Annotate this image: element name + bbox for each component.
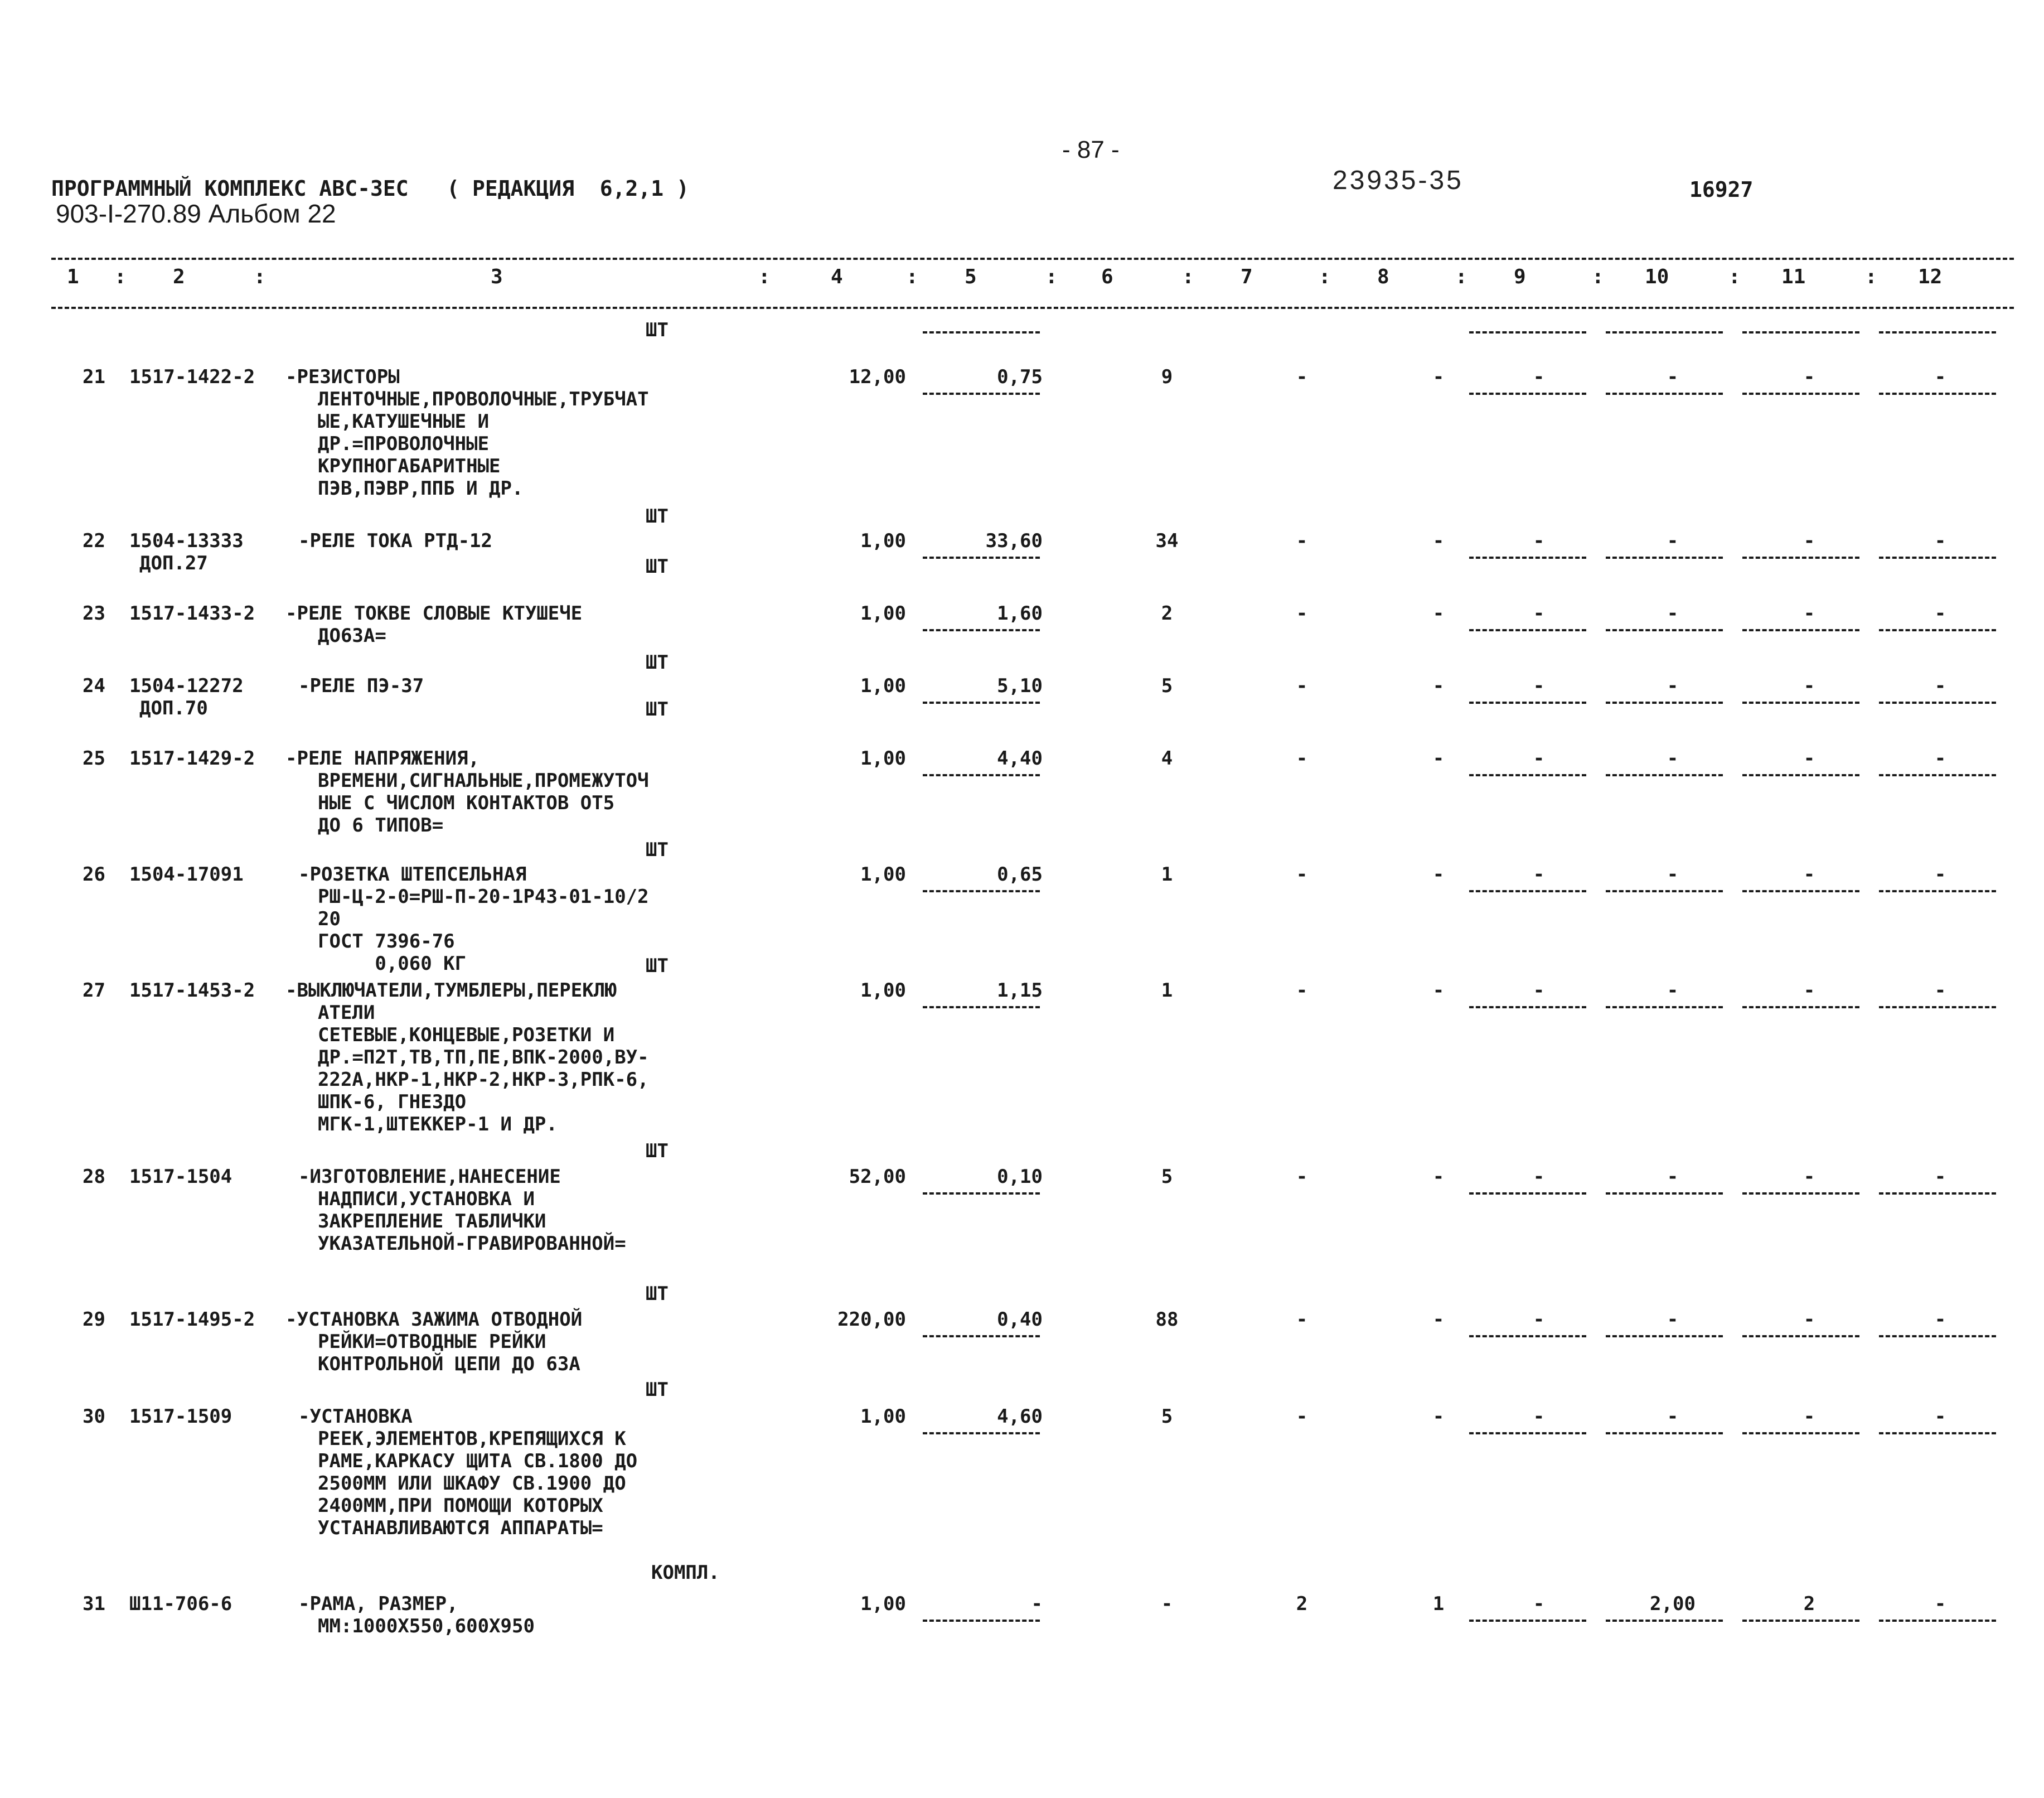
underline [923, 890, 1040, 892]
row-code: 1517-1453-2 [129, 979, 255, 1002]
handwritten-code: 23935-35 [1333, 166, 1464, 195]
col-header-5: 5 [965, 265, 977, 288]
value-c7: - [1296, 1308, 1308, 1331]
row-description [298, 1405, 637, 1539]
underline [1879, 1432, 1996, 1434]
row-code: 1517-1433-2 [129, 602, 255, 625]
underline [1879, 557, 1996, 559]
value-c6: 5 [1161, 1166, 1173, 1188]
norm-value: 1,60 [997, 602, 1043, 625]
value-c6: 9 [1161, 366, 1173, 388]
underline [1606, 890, 1723, 892]
value-c9: - [1533, 602, 1545, 625]
underline [1879, 774, 1996, 776]
description-line: 2500ММ ИЛИ ШКАФУ СВ.1900 ДО [318, 1472, 626, 1495]
underline [1606, 1006, 1723, 1008]
row-code: 1504-12272 [129, 675, 244, 697]
value-c8: - [1432, 747, 1445, 770]
row-unit: ШТ [646, 651, 669, 674]
description-line: РЕЕК,ЭЛЕМЕНТОВ,КРЕПЯЩИХСЯ К [318, 1428, 626, 1450]
value-c10: - [1667, 747, 1679, 770]
description-line: -ВЫКЛЮЧАТЕЛИ,ТУМБЛЕРЫ,ПЕРЕКЛЮ [285, 979, 617, 1002]
value-c7: - [1296, 1405, 1308, 1428]
underline [1742, 557, 1859, 559]
norm-value: 0,10 [997, 1166, 1043, 1188]
col-header-9: 9 [1514, 265, 1526, 288]
value-c10: - [1667, 1308, 1679, 1331]
page-number: - 87 - [1062, 136, 1120, 163]
header-bottom-rule [51, 307, 2014, 309]
description-line: 0,060 КГ [318, 953, 467, 975]
value-c10: - [1667, 530, 1679, 552]
row-number: 27 [83, 979, 105, 1002]
underline [923, 331, 1040, 334]
norm-value: 0,65 [997, 863, 1043, 886]
underline [1606, 1432, 1723, 1434]
value-c7: - [1296, 747, 1308, 770]
description-line: -РОЗЕТКА ШТЕПСЕЛЬНАЯ [298, 863, 527, 886]
qty-value: 12,00 [849, 366, 906, 388]
row-unit: ШТ [646, 555, 669, 578]
value-c6: 88 [1155, 1308, 1179, 1331]
value-c8: - [1432, 1405, 1445, 1428]
col-separator: : [758, 265, 771, 288]
row-number: 29 [83, 1308, 105, 1331]
value-c7: - [1296, 366, 1308, 388]
col-separator: : [1319, 265, 1331, 288]
value-c8: - [1432, 530, 1445, 552]
description-line: -УСТАНОВКА ЗАЖИМА ОТВОДНОЙ [285, 1308, 583, 1331]
qty-value: 1,00 [860, 979, 906, 1002]
norm-value: 4,40 [997, 747, 1043, 770]
description-line: -РЕЛЕ НАПРЯЖЕНИЯ, [285, 747, 479, 770]
description-line: -УСТАНОВКА [298, 1405, 413, 1428]
value-c10: - [1667, 366, 1679, 388]
value-c10: - [1667, 979, 1679, 1002]
value-c9: - [1533, 1166, 1545, 1188]
description-line: ЛЕНТОЧНЫЕ,ПРОВОЛОЧНЫЕ,ТРУБЧАТ [318, 388, 649, 410]
description-line: РШ-Ц-2-0=РШ-П-20-1Р43-01-10/2 [318, 886, 649, 908]
value-c12: - [1934, 863, 1946, 886]
row-unit: КОМПЛ. [651, 1562, 720, 1584]
col-separator: : [1455, 265, 1467, 288]
description-line: РАМЕ,КАРКАСУ ЩИТА СВ.1800 ДО [318, 1450, 638, 1472]
underline [923, 1620, 1040, 1622]
col-header-3: 3 [491, 265, 503, 288]
value-c11: - [1803, 602, 1815, 625]
row-number: 30 [83, 1405, 105, 1428]
row-code: 1517-1429-2 [129, 747, 255, 770]
col-header-8: 8 [1377, 265, 1389, 288]
underline [1469, 629, 1586, 631]
underline [1879, 1620, 1996, 1622]
row-number: 28 [83, 1166, 105, 1188]
col-header-10: 10 [1645, 265, 1669, 288]
doc-number: 16927 [1689, 177, 1754, 202]
description-line: УКАЗАТЕЛЬНОЙ-ГРАВИРОВАННОЙ= [318, 1232, 626, 1255]
description-line: СЕТЕВЫЕ,КОНЦЕВЫЕ,РОЗЕТКИ И [318, 1024, 615, 1046]
underline [1469, 702, 1586, 704]
value-c9: - [1533, 1593, 1545, 1615]
underline [923, 1432, 1040, 1434]
value-c8: - [1432, 863, 1445, 886]
col-separator: : [1045, 265, 1058, 288]
row-code: 1517-1422-2 [129, 366, 255, 388]
value-c10: - [1667, 1405, 1679, 1428]
value-c12: - [1934, 530, 1946, 552]
header-top-rule [51, 258, 2014, 260]
underline [1606, 1192, 1723, 1195]
row-number: 23 [83, 602, 105, 625]
description-line: РЕЙКИ=ОТВОДНЫЕ РЕЙКИ [318, 1331, 546, 1353]
value-c11: - [1803, 530, 1815, 552]
underline [1606, 774, 1723, 776]
qty-value: 1,00 [860, 863, 906, 886]
value-c9: - [1533, 747, 1545, 770]
col-header-6: 6 [1101, 265, 1113, 288]
value-c10: - [1667, 1166, 1679, 1188]
description-line: ММ:1000Х550,600Х950 [318, 1615, 535, 1637]
row-code: 1504-17091 [129, 863, 244, 886]
description-line: ШПК-6, ГНЕЗДО [318, 1091, 467, 1113]
underline [1606, 331, 1723, 334]
value-c11: - [1803, 1405, 1815, 1428]
value-c12: - [1934, 602, 1946, 625]
underline [1879, 629, 1996, 631]
program-line: ПРОГРАММНЫЙ КОМПЛЕКС АВС-3ЕС ( РЕДАКЦИЯ 6,2,1 ) [51, 176, 689, 201]
value-c10: - [1667, 602, 1679, 625]
underline [923, 702, 1040, 704]
value-c12: - [1934, 1166, 1946, 1188]
underline [1606, 1335, 1723, 1337]
col-separator: : [906, 265, 918, 288]
description-line: ЗАКРЕПЛЕНИЕ ТАБЛИЧКИ [318, 1210, 546, 1232]
value-c11: - [1803, 1166, 1815, 1188]
value-c9: - [1533, 530, 1545, 552]
value-c7: 2 [1296, 1593, 1308, 1615]
description-line: 222А,НКР-1,НКР-2,НКР-3,РПК-6, [318, 1069, 649, 1091]
row-number: 26 [83, 863, 105, 886]
norm-value: 0,40 [997, 1308, 1043, 1331]
underline [923, 393, 1040, 395]
underline [1469, 774, 1586, 776]
value-c10: - [1667, 863, 1679, 886]
norm-value: 0,75 [997, 366, 1043, 388]
row-number: 24 [83, 675, 105, 697]
value-c8: - [1432, 1308, 1445, 1331]
underline [1742, 890, 1859, 892]
description-line: НАДПИСИ,УСТАНОВКА И [318, 1188, 535, 1210]
value-c8: - [1432, 979, 1445, 1002]
value-c7: - [1296, 1166, 1308, 1188]
col-separator: : [1592, 265, 1604, 288]
underline [1606, 393, 1723, 395]
row-description [285, 747, 649, 837]
underline [1742, 1432, 1859, 1434]
row-description [298, 530, 492, 552]
underline [1469, 890, 1586, 892]
row-unit: ШТ [646, 1379, 669, 1401]
value-c11: - [1803, 366, 1815, 388]
value-c8: - [1432, 602, 1445, 625]
qty-value: 1,00 [860, 747, 906, 770]
underline [1469, 1620, 1586, 1622]
col-header-2: 2 [173, 265, 185, 288]
description-line: КРУПНОГАБАРИТНЫЕ [318, 455, 501, 477]
underline [923, 1006, 1040, 1008]
row-code: 1517-1504 [129, 1166, 233, 1188]
row-code: Ш11-706-6 [129, 1593, 233, 1615]
qty-value: 1,00 [860, 602, 906, 625]
row-description [298, 1166, 626, 1255]
value-c9: - [1533, 1405, 1545, 1428]
norm-value: 4,60 [997, 1405, 1043, 1428]
row-number: 25 [83, 747, 105, 770]
value-c11: - [1803, 979, 1815, 1002]
underline [1879, 1006, 1996, 1008]
row-number: 22 [83, 530, 105, 552]
description-line: ЫЕ,КАТУШЕЧНЫЕ И [318, 410, 490, 433]
value-c12: - [1934, 366, 1946, 388]
underline [1469, 557, 1586, 559]
top-unit: ШТ [646, 319, 669, 341]
col-header-7: 7 [1241, 265, 1253, 288]
row-code: 1504-13333 [129, 530, 244, 552]
value-c6: 34 [1155, 530, 1179, 552]
description-line: ПЭВ,ПЭВР,ППБ И ДР. [318, 477, 524, 500]
col-separator: : [1182, 265, 1194, 288]
underline [1469, 1192, 1586, 1195]
col-separator: : [1865, 265, 1877, 288]
value-c6: 1 [1161, 979, 1173, 1002]
description-line: МГК-1,ШТЕККЕР-1 И ДР. [318, 1113, 558, 1135]
row-description [298, 675, 424, 697]
value-c12: - [1934, 1308, 1946, 1331]
underline [1469, 1006, 1586, 1008]
underline [1742, 774, 1859, 776]
underline [1742, 1620, 1859, 1622]
underline [1742, 393, 1859, 395]
value-c11: - [1803, 747, 1815, 770]
col-header-12: 12 [1918, 265, 1943, 288]
col-separator: : [1728, 265, 1741, 288]
qty-value: 1,00 [860, 1593, 906, 1615]
underline [923, 1192, 1040, 1195]
value-c6: - [1161, 1593, 1173, 1615]
underline [1606, 1620, 1723, 1622]
value-c8: - [1432, 675, 1445, 697]
underline [1469, 393, 1586, 395]
value-c9: - [1533, 1308, 1545, 1331]
underline [1606, 702, 1723, 704]
underline [1879, 890, 1996, 892]
qty-value: 1,00 [860, 530, 906, 552]
row-unit: ШТ [646, 1283, 669, 1305]
qty-value: 220,00 [837, 1308, 906, 1331]
col-header-4: 4 [831, 265, 843, 288]
underline [1469, 331, 1586, 334]
row-description [285, 1308, 582, 1375]
row-code: 1517-1495-2 [129, 1308, 255, 1331]
description-line: -РЕЗИСТОРЫ [285, 366, 400, 388]
row-code-suffix: ДОП.27 [139, 552, 208, 574]
value-c9: - [1533, 863, 1545, 886]
value-c10: 2,00 [1650, 1593, 1696, 1615]
description-line: ДР.=ПРОВОЛОЧНЫЕ [318, 433, 490, 455]
description-line: АТЕЛИ [318, 1002, 375, 1024]
album-line: 903-I-270.89 Альбом 22 [56, 199, 336, 228]
value-c6: 5 [1161, 1405, 1173, 1428]
row-unit: ШТ [646, 1140, 669, 1162]
col-separator: : [254, 265, 266, 288]
description-line: ВРЕМЕНИ,СИГНАЛЬНЫЕ,ПРОМЕЖУТОЧ [318, 770, 649, 792]
norm-value: - [1031, 1593, 1043, 1615]
value-c9: - [1533, 366, 1545, 388]
underline [923, 1335, 1040, 1337]
underline [1879, 331, 1996, 334]
row-unit: ШТ [646, 839, 669, 861]
value-c11: - [1803, 863, 1815, 886]
row-description [298, 863, 649, 975]
row-unit: ШТ [646, 505, 669, 528]
underline [1469, 1432, 1586, 1434]
value-c11: - [1803, 1308, 1815, 1331]
row-description [285, 979, 649, 1135]
row-number: 31 [83, 1593, 105, 1615]
description-line: 20 [318, 908, 341, 930]
row-description [298, 1593, 535, 1637]
underline [1879, 393, 1996, 395]
value-c8: - [1432, 366, 1445, 388]
row-description [285, 602, 582, 647]
description-line: -РЕЛЕ ТОКА РТД-12 [298, 530, 492, 552]
underline [1742, 331, 1859, 334]
value-c8: 1 [1432, 1593, 1445, 1615]
qty-value: 1,00 [860, 675, 906, 697]
norm-value: 33,60 [985, 530, 1043, 552]
value-c9: - [1533, 979, 1545, 1002]
description-line: -РЕЛЕ ТОКВЕ СЛОВЫЕ КТУШЕЧЕ [285, 602, 583, 625]
value-c6: 2 [1161, 602, 1173, 625]
value-c7: - [1296, 863, 1308, 886]
value-c12: - [1934, 1405, 1946, 1428]
underline [1469, 1335, 1586, 1337]
value-c9: - [1533, 675, 1545, 697]
col-separator: : [114, 265, 127, 288]
underline [1742, 1335, 1859, 1337]
value-c8: - [1432, 1166, 1445, 1188]
norm-value: 1,15 [997, 979, 1043, 1002]
underline [1879, 1192, 1996, 1195]
underline [923, 774, 1040, 776]
underline [923, 629, 1040, 631]
description-line: ДО63А= [318, 625, 386, 647]
value-c12: - [1934, 747, 1946, 770]
row-code-suffix: ДОП.70 [139, 697, 208, 719]
underline [1879, 1335, 1996, 1337]
row-number: 21 [83, 366, 105, 388]
description-line: КОНТРОЛЬНОЙ ЦЕПИ ДО 63А [318, 1353, 580, 1375]
value-c10: - [1667, 675, 1679, 697]
row-description [285, 366, 649, 500]
description-line: -ИЗГОТОВЛЕНИЕ,НАНЕСЕНИЕ [298, 1166, 561, 1188]
description-line: УСТАНАВЛИВАЮТСЯ АППАРАТЫ= [318, 1517, 603, 1539]
underline [1742, 1192, 1859, 1195]
value-c7: - [1296, 530, 1308, 552]
description-line: ГОСТ 7396-76 [318, 930, 455, 953]
value-c12: - [1934, 675, 1946, 697]
underline [1606, 629, 1723, 631]
qty-value: 52,00 [849, 1166, 906, 1188]
underline [1879, 702, 1996, 704]
value-c12: - [1934, 1593, 1946, 1615]
description-line: -РЕЛЕ ПЭ-37 [298, 675, 424, 697]
norm-value: 5,10 [997, 675, 1043, 697]
row-code: 1517-1509 [129, 1405, 233, 1428]
description-line: ДР.=П2Т,ТВ,ТП,ПЕ,ВПК-2000,ВУ- [318, 1046, 649, 1069]
value-c6: 4 [1161, 747, 1173, 770]
value-c12: - [1934, 979, 1946, 1002]
value-c6: 5 [1161, 675, 1173, 697]
qty-value: 1,00 [860, 1405, 906, 1428]
value-c11: - [1803, 675, 1815, 697]
value-c6: 1 [1161, 863, 1173, 886]
col-header-1: 1 [67, 265, 79, 288]
underline [1742, 1006, 1859, 1008]
value-c11: 2 [1803, 1593, 1815, 1615]
description-line: -РАМА, РАЗМЕР, [298, 1593, 458, 1615]
underline [1606, 557, 1723, 559]
row-unit: ШТ [646, 698, 669, 721]
row-unit: ШТ [646, 955, 669, 977]
value-c7: - [1296, 675, 1308, 697]
value-c7: - [1296, 979, 1308, 1002]
underline [923, 557, 1040, 559]
description-line: 2400ММ,ПРИ ПОМОЩИ КОТОРЫХ [318, 1495, 603, 1517]
description-line: ДО 6 ТИПОВ= [318, 814, 444, 837]
underline [1742, 629, 1859, 631]
underline [1742, 702, 1859, 704]
description-line: НЫЕ С ЧИСЛОМ КОНТАКТОВ ОТ5 [318, 792, 615, 814]
col-header-11: 11 [1781, 265, 1806, 288]
value-c7: - [1296, 602, 1308, 625]
